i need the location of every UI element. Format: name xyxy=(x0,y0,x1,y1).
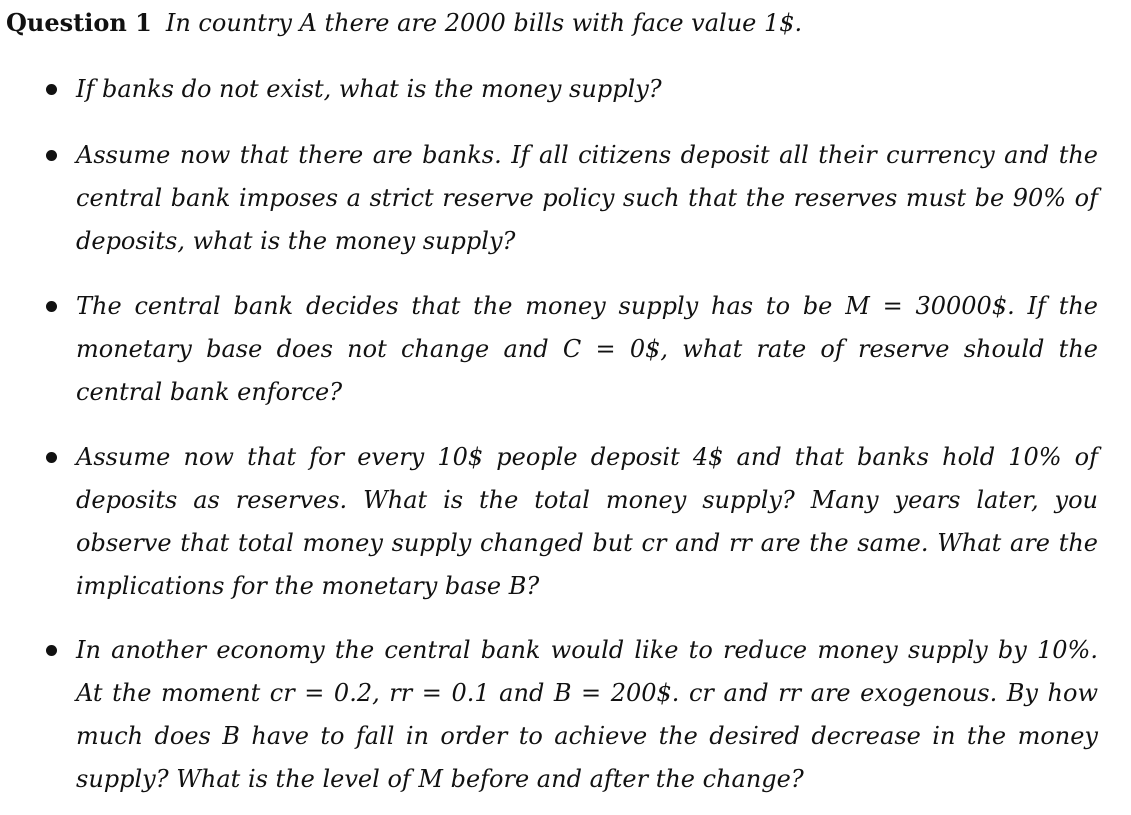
bullet-icon xyxy=(46,150,57,161)
list-item-text: In another economy the central bank would like to reduce money supply by 10%. At the moment cr = 0.2, rr = 0.1 and B = 200$. cr and rr are exogenous. By how much does B have to fall in order to achieve the desired decrease in the money supply? What is the level of M before and after the change? xyxy=(76,636,1098,793)
list-item-text: If banks do not exist, what is the money supply? xyxy=(76,75,662,103)
list-item xyxy=(76,629,1098,801)
bullet-icon xyxy=(46,645,57,656)
list-item-text: Assume now that there are banks. If all citizens deposit all their currency and the central bank imposes a strict reserve policy such that the reserves must be 90% of deposits, what is the money supply? xyxy=(76,141,1098,255)
list-item-text: The central bank decides that the money supply has to be M = 30000$. If the monetary base does not change and C = 0$, what rate of reserve should the central bank enforce? xyxy=(76,292,1098,406)
bullet-icon xyxy=(46,452,57,463)
list-item-text: Assume now that for every 10$ people deposit 4$ and that banks hold 10% of deposits as reserves. What is the total money supply? Many years later, you observe that total money supply changed but cr and rr are the same. What are the implications for the monetary base B? xyxy=(76,443,1098,600)
question-heading xyxy=(6,6,802,40)
list-item xyxy=(76,285,1098,414)
list-item xyxy=(76,68,1098,111)
bullet-icon xyxy=(46,84,57,95)
list-item xyxy=(76,436,1098,608)
list-item xyxy=(76,134,1098,263)
question-text: In country A there are 2000 bills with face value 1$. xyxy=(165,9,803,37)
bullet-icon xyxy=(46,301,57,312)
question-label: Question 1 xyxy=(6,8,152,37)
